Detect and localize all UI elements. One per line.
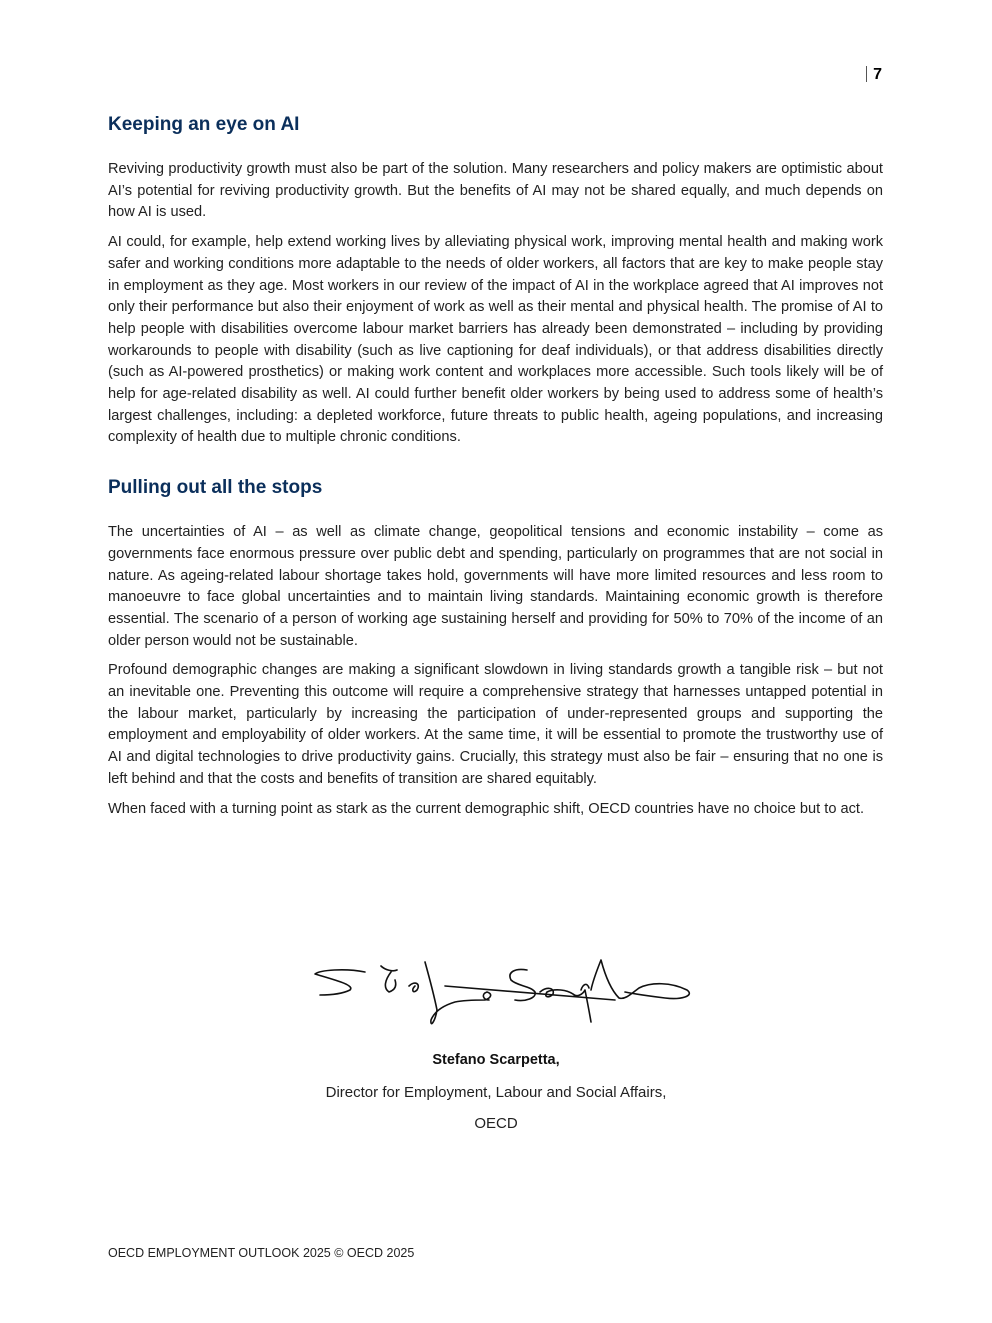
paragraph: The uncertainties of AI – as well as climate change, geopolitical tensions and economic instability – come as governments face enormous pressure over public debt and spending, particularly on programmes that are not social in nature. As ageing-related labour shortage takes hold, governments will have more limited resources and less room to manoeuvre to face global uncertainties and to maintain living standards. Maintaining economic growth is therefore essential. The scenario of a person of working age sustaining herself and providing for 50% to 70% of the income of an older person would not be sustainable. — [108, 524, 883, 649]
document-body — [108, 112, 883, 828]
section-heading: Keeping an eye on AI — [108, 114, 300, 135]
page-number-divider — [866, 66, 867, 82]
signatory-name: Stefano Scarpetta, — [432, 1052, 560, 1068]
signatory-organization: OECD — [474, 1115, 518, 1132]
section-heading: Pulling out all the stops — [108, 477, 323, 499]
page-number-value: 7 — [873, 66, 882, 83]
paragraph: Reviving productivity growth must also be part of the solution. Many researchers and policy makers are optimistic about AI’s potential for reviving productivity growth. But the benefits of AI may not be shared equally, and much depends on how AI is used. — [108, 161, 883, 221]
paragraph: When faced with a turning point as stark as the current demographic shift, OECD countries have no choice but to act. — [108, 800, 865, 817]
page-number — [866, 66, 882, 84]
signatory-title: Director for Employment, Labour and Social Affairs, — [325, 1084, 667, 1101]
section-pulling-out-all-the-stops — [108, 475, 883, 820]
paragraph: AI could, for example, help extend working lives by alleviating physical work, improving mental health and making work safer and working conditions more adaptable to the needs of older workers, all factors that are key to make people stay in employment as they age. Most workers in our review of the impact of AI in the workplace agreed that AI improves not only their performance but also their enjoyment of work as well as their mental and physical health. The promise of AI to help people with disabilities overcome labour market barriers has already been demonstrated – including by providing workarounds to people with disability (such as live captioning for deaf individuals), or that address disabilities directly (such as AI-powered prosthetics) or making work content and workplaces more accessible. Such tools likely will be of help for age-related disability as well. AI could further benefit older workers by being used to address some of health’s largest challenges, including: a depleted workforce, future threats to public health, ageing populations, and increasing complexity of health due to multiple chronic conditions. — [108, 234, 883, 446]
paragraph: Profound demographic changes are making a significant slowdown in living standards growth a tangible risk – but not an inevitable one. Preventing this outcome will require a comprehensive strategy that harnesses untapped potential in the labour market, particularly by increasing the participation of under-represented groups and supporting the employment and employability of older workers. At the same time, it will be essential to promote the trustworthy use of AI and digital technologies to drive productivity gains. Crucially, this strategy must also be fair – ensuring that no one is left behind and that the costs and benefits of transition are shared equitably. — [108, 662, 883, 787]
signature-image — [285, 950, 710, 1038]
page-footer: OECD EMPLOYMENT OUTLOOK 2025 © OECD 2025 — [108, 1246, 415, 1260]
section-keeping-an-eye-on-ai — [108, 112, 883, 449]
